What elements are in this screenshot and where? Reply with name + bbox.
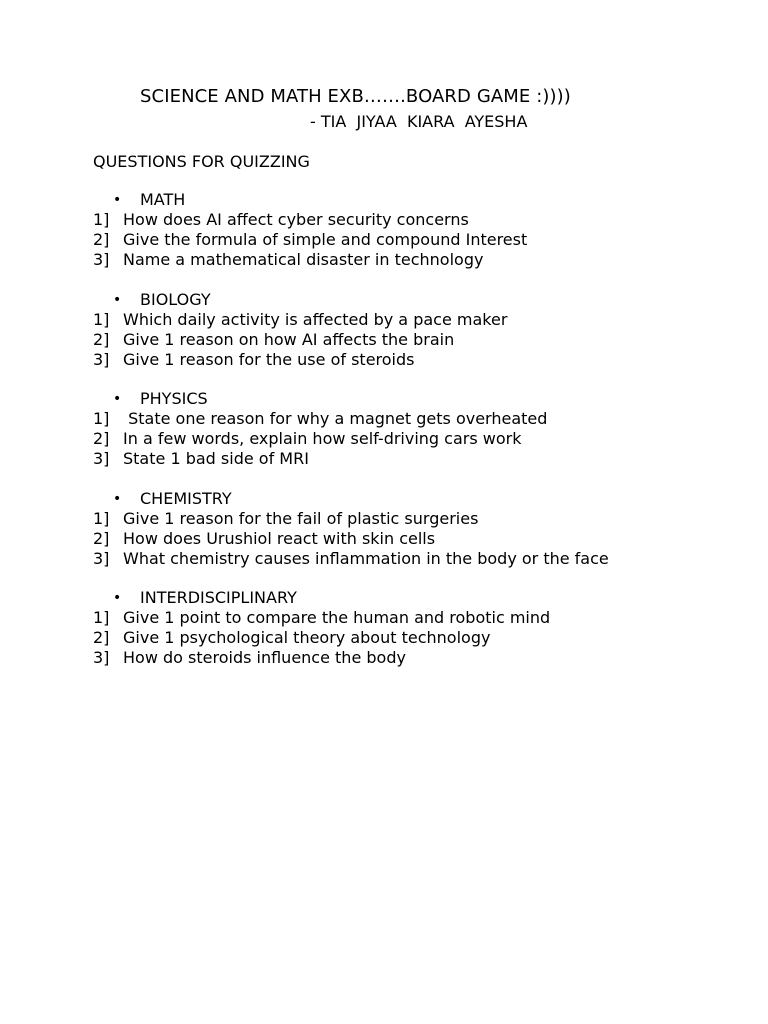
section-heading xyxy=(93,588,733,608)
question-text: Name a mathematical disaster in technology xyxy=(123,250,484,269)
section-heading-label: BIOLOGY xyxy=(140,289,211,309)
question-item xyxy=(93,250,733,270)
bullet-icon: • xyxy=(113,192,122,208)
section-heading xyxy=(93,389,733,409)
question-number: 2] xyxy=(93,628,110,647)
question-item xyxy=(93,330,733,350)
question-number: 1] xyxy=(93,309,110,329)
question-sections xyxy=(93,190,733,688)
question-item xyxy=(93,608,733,628)
question-item xyxy=(93,648,733,668)
section-intro-heading: QUESTIONS FOR QUIZZING xyxy=(93,152,310,171)
question-number: 3] xyxy=(93,250,110,269)
question-item xyxy=(93,449,733,469)
section-heading xyxy=(93,290,733,310)
question-text: Which daily activity is affected by a pace maker xyxy=(123,309,508,329)
authors-line: - TIA JIYAA KIARA AYESHA xyxy=(310,112,528,131)
question-text: Give 1 reason for the use of steroids xyxy=(123,349,415,369)
section-heading xyxy=(93,489,733,509)
question-item xyxy=(93,429,733,449)
question-item xyxy=(93,230,733,250)
bullet-icon: • xyxy=(113,291,122,308)
question-text: How does AI affect cyber security concerns xyxy=(123,210,469,229)
question-text: How do steroids influence the body xyxy=(123,648,406,667)
question-number: 3] xyxy=(93,349,110,369)
bullet-icon: • xyxy=(113,490,122,507)
question-number: 2] xyxy=(93,429,110,448)
question-text: Give 1 reason on how AI affects the brain xyxy=(123,329,455,349)
question-number: 2] xyxy=(93,528,110,548)
question-number: 3] xyxy=(93,648,110,667)
question-item xyxy=(93,509,733,529)
section-heading xyxy=(93,190,733,210)
question-number: 3] xyxy=(93,548,110,568)
question-text: Give 1 point to compare the human and robotic mind xyxy=(123,608,551,627)
question-text: Give the formula of simple and compound Interest xyxy=(123,230,528,249)
question-text: State 1 bad side of MRI xyxy=(123,449,309,468)
section-chemistry xyxy=(93,489,733,569)
document-title: SCIENCE AND MATH EXB…….BOARD GAME :)))) xyxy=(140,86,571,107)
question-text: Give 1 reason for the fail of plastic surgeries xyxy=(123,508,479,528)
bullet-icon: • xyxy=(113,590,122,606)
question-item xyxy=(93,409,733,429)
question-text: What chemistry causes inflammation in the body or the face xyxy=(123,548,609,568)
question-number: 2] xyxy=(93,329,110,349)
section-heading-label: INTERDISCIPLINARY xyxy=(140,588,297,607)
question-text: Give 1 psychological theory about technology xyxy=(123,628,491,647)
question-text: How does Urushiol react with skin cells xyxy=(123,528,436,548)
section-interdisciplinary xyxy=(93,588,733,668)
section-heading-label: MATH xyxy=(140,190,186,209)
bullet-icon: • xyxy=(113,391,122,407)
question-number: 1] xyxy=(93,508,110,528)
question-item xyxy=(93,350,733,370)
question-number: 1] xyxy=(93,210,110,229)
question-number: 1] xyxy=(93,409,110,428)
question-item xyxy=(93,310,733,330)
question-text: In a few words, explain how self-driving cars work xyxy=(123,429,522,448)
question-item xyxy=(93,628,733,648)
question-number: 1] xyxy=(93,608,110,627)
section-heading-label: CHEMISTRY xyxy=(140,488,232,508)
section-biology xyxy=(93,290,733,370)
question-item xyxy=(93,529,733,549)
section-heading-label: PHYSICS xyxy=(140,389,208,408)
section-physics xyxy=(93,389,733,469)
question-text: State one reason for why a magnet gets overheated xyxy=(123,409,548,428)
section-math xyxy=(93,190,733,270)
question-item xyxy=(93,210,733,230)
question-number: 2] xyxy=(93,230,110,249)
question-number: 3] xyxy=(93,449,110,468)
question-item xyxy=(93,549,733,569)
